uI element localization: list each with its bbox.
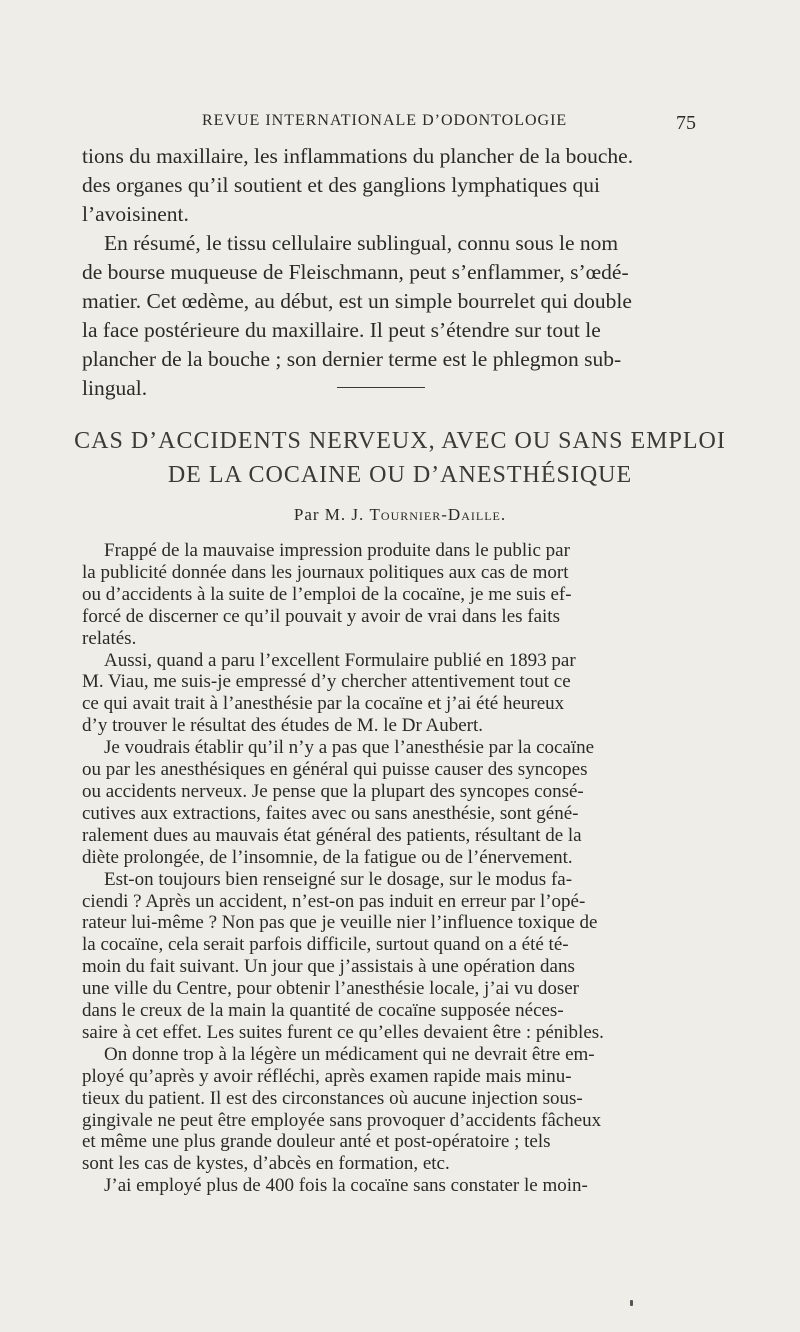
text-line: une ville du Centre, pour obtenir l’anesthésie locale, j’ai vu doser (82, 978, 580, 1000)
text-line: cutives aux extractions, faites avec ou sans anesthésie, sont géné- (82, 802, 579, 824)
text-line: ou d’accidents à la suite de l’emploi de la cocaïne, je me suis ef- (82, 583, 572, 605)
byline-author: Tournier-Daille. (369, 505, 507, 524)
text-line: Aussi, quand a paru l’excellent Formulaire publié en 1893 par (104, 649, 576, 671)
text-line: lingual. (82, 376, 148, 400)
text-line: ou par les anesthésiques en général qui puisse causer des syncopes (82, 759, 588, 781)
text-line: saire à cet effet. Les suites furent ce qu’elles devaient être : pénibles. (82, 1021, 604, 1043)
text-line: Est-on toujours bien renseigné sur le dosage, sur le modus fa- (104, 868, 573, 890)
text-line: moin du fait suivant. Un jour que j’assistais à une opération dans (82, 956, 575, 978)
text-line: ce qui avait trait à l’anesthésie par la cocaïne et j’ai été heureux (82, 693, 565, 715)
intro-paragraph (82, 142, 698, 403)
text-line: dans le creux de la main la quantité de cocaïne supposée néces- (82, 1000, 564, 1022)
text-line: la publicité donnée dans les journaux politiques aux cas de mort (82, 561, 569, 583)
text-line: des organes qu’il soutient et des ganglions lymphatiques qui (82, 173, 600, 197)
text-line: J’ai employé plus de 400 fois la cocaïne sans constater le moin- (104, 1175, 588, 1197)
text-line: matier. Cet œdème, au début, est un simple bourrelet qui double (82, 289, 632, 313)
text-line: d’y trouver le résultat des études de M. le Dr Aubert. (82, 715, 483, 737)
text-line: Je voudrais établir qu’il n’y a pas que l’anesthésie par la cocaïne (104, 737, 595, 759)
text-line: relatés. (82, 627, 137, 649)
text-line: ralement dues au mauvais état général des patients, résultant de la (82, 824, 582, 846)
byline (0, 505, 800, 525)
text-line: ployé qu’après y avoir réfléchi, après examen rapide mais minu- (82, 1065, 572, 1087)
text-line: En résumé, le tissu cellulaire sublingual, connu sous le nom (104, 231, 619, 255)
article-body (82, 540, 698, 1197)
article-title-line-1: CAS D’ACCIDENTS NERVEUX, AVEC OU SANS EMPLOI (74, 428, 726, 454)
text-line: tieux du patient. Il est des circonstances où aucune injection sous- (82, 1087, 583, 1109)
text-line: M. Viau, me suis-je empressé d’y chercher attentivement tout ce (82, 671, 571, 693)
article-title-line-2: DE LA COCAINE OU D’ANESTHÉSIQUE (167, 462, 633, 488)
text-line: On donne trop à la légère un médicament qui ne devrait être em- (104, 1043, 595, 1065)
journal-title: REVUE INTERNATIONALE D’ODONTOLOGIE (202, 112, 568, 129)
text-line: sont les cas de kystes, d’abcès en formation, etc. (82, 1153, 450, 1175)
text-line: rateur lui-même ? Non pas que je veuille nier l’influence toxique de (82, 912, 598, 934)
text-line: de bourse muqueuse de Fleischmann, peut s’enflammer, s’œdé- (82, 260, 629, 284)
text-line: Frappé de la mauvaise impression produite dans le public par (104, 540, 570, 561)
page-number: 75 (676, 112, 696, 134)
text-line: diète prolongée, de l’insomnie, de la fatigue ou de l’énervement. (82, 846, 573, 868)
text-line: gingivale ne peut être employée sans provoquer d’accidents fâcheux (82, 1109, 602, 1131)
text-line: forcé de discerner ce qu’il pouvait y avoir de vrai dans les faits (82, 605, 560, 627)
text-line: la face postérieure du maxillaire. Il peut s’étendre sur tout le (82, 318, 601, 342)
byline-prefix: Par M. J. (293, 505, 370, 524)
text-line: plancher de la bouche ; son dernier terme est le phlegmon sub- (82, 347, 622, 371)
text-line: la cocaïne, cela serait parfois difficile, surtout quand on a été té- (82, 934, 569, 956)
ink-mark (630, 1300, 633, 1306)
section-divider (337, 387, 425, 388)
text-line: et même une plus grande douleur anté et post-opératoire ; tels (82, 1131, 551, 1153)
text-line: l’avoisinent. (82, 202, 189, 226)
text-line: tions du maxillaire, les inflammations du plancher de la bouche. (82, 144, 634, 168)
text-line: ciendi ? Après un accident, n’est-on pas induit en erreur par l’opé- (82, 890, 586, 912)
text-line: ou accidents nerveux. Je pense que la plupart des syncopes consé- (82, 780, 584, 802)
